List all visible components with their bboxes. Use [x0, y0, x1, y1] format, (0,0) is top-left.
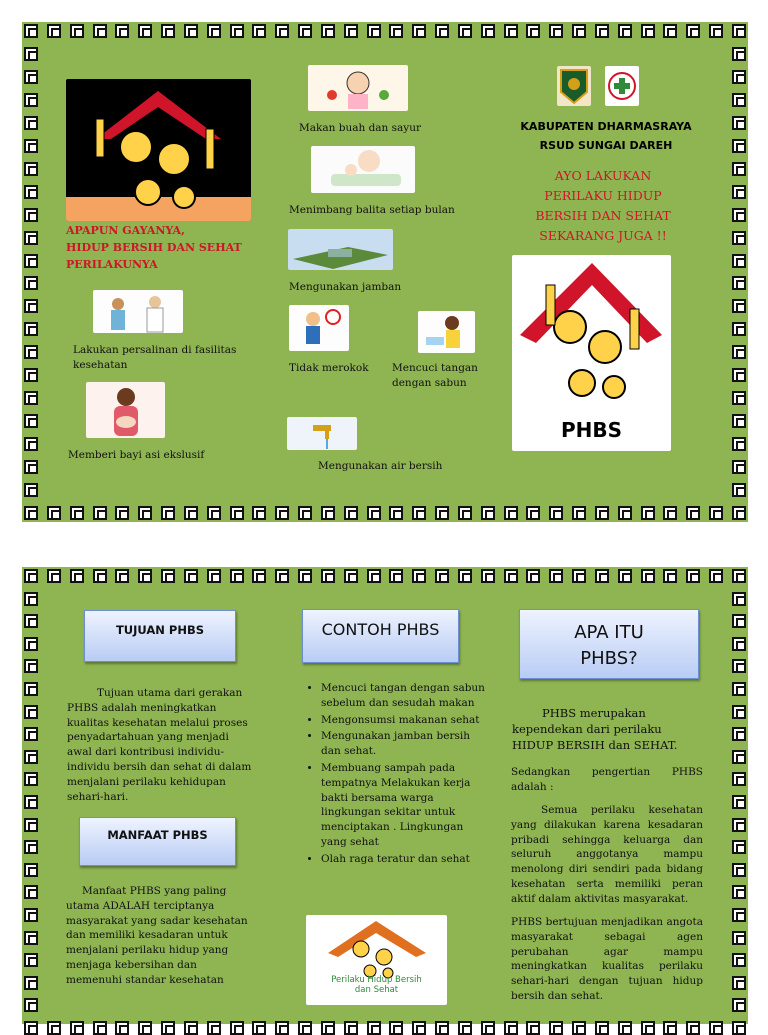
border-tile	[24, 795, 38, 809]
border-tile	[435, 1021, 449, 1035]
border-tile	[344, 1021, 358, 1035]
border-tile	[93, 1021, 107, 1035]
border-tile	[24, 1021, 38, 1035]
border-tile	[732, 116, 746, 130]
border-tile	[504, 1021, 518, 1035]
border-tile	[732, 772, 746, 786]
border-tile	[732, 818, 746, 832]
contoh-heading-box	[302, 609, 459, 663]
border-tile	[47, 569, 61, 583]
tujuan-title: TUJUAN PHBS	[115, 623, 205, 637]
border-tile	[93, 569, 107, 583]
border-tile	[732, 208, 746, 222]
contoh-title: CONTOH PHBS	[321, 620, 440, 639]
border-tile	[641, 506, 655, 520]
manfaat-heading-box	[79, 817, 236, 866]
border-tile	[24, 276, 38, 290]
phbs-family-logo-dark	[66, 79, 251, 221]
border-tile	[732, 506, 746, 520]
manfaat-title: MANFAAT PHBS	[107, 828, 208, 842]
border-tile	[367, 569, 381, 583]
border-tile	[275, 1021, 289, 1035]
border-tile	[526, 1021, 540, 1035]
border-tile	[572, 506, 586, 520]
border-tile	[732, 460, 746, 474]
border-tile	[184, 24, 198, 38]
border-tile	[732, 569, 746, 583]
border-tile	[24, 659, 38, 673]
border-tile	[458, 506, 472, 520]
contoh-item: • Mengonsumsi makanan sehat	[321, 713, 485, 728]
border-tile	[732, 998, 746, 1012]
contoh-item: • Membuang sampah pada tempatnya Melakukan kerja bakti bersama warga lingkungan sekitar untuk menciptakan . Lingkungan yang sehat	[321, 761, 485, 850]
border-tile	[732, 391, 746, 405]
border-tile	[435, 24, 449, 38]
border-tile	[481, 24, 495, 38]
border-tile	[686, 506, 700, 520]
contoh-item: • Olah raga teratur dan sehat	[321, 852, 485, 867]
border-tile	[24, 750, 38, 764]
border-tile	[24, 24, 38, 38]
border-tile	[412, 506, 426, 520]
border-tile	[732, 345, 746, 359]
border-tile	[47, 24, 61, 38]
border-tile	[161, 24, 175, 38]
border-tile	[709, 1021, 723, 1035]
border-tile	[686, 569, 700, 583]
border-tile	[732, 368, 746, 382]
border-tile	[275, 506, 289, 520]
border-tile	[47, 1021, 61, 1035]
border-tile	[504, 506, 518, 520]
border-tile	[115, 24, 129, 38]
border-tile	[138, 1021, 152, 1035]
border-tile	[230, 24, 244, 38]
border-tile	[549, 569, 563, 583]
border-tile	[275, 569, 289, 583]
border-tile	[732, 162, 746, 176]
border-tile	[24, 299, 38, 313]
merokok-image	[289, 305, 349, 351]
border-tile	[481, 569, 495, 583]
border-tile	[572, 569, 586, 583]
border-tile	[732, 976, 746, 990]
border-tile	[184, 506, 198, 520]
border-tile	[732, 414, 746, 428]
mencuci-caption: Mencuci tangan dengan sabun	[392, 362, 478, 389]
border-tile	[389, 506, 403, 520]
border-tile	[24, 162, 38, 176]
apa-p3: PHBS bertujuan menjadikan angota masyarakat sebagai agen perubahan agar mampu meningkatkan kualitas perilaku sehari-hari dengan tujuan hidup bersih dan sehat.	[511, 916, 703, 1002]
persalinan-caption: Lakukan persalinan di fasilitas kesehatan	[73, 344, 237, 371]
asi-caption: Memberi bayi asi ekslusif	[68, 449, 205, 461]
apa-p1: Sedangkan pengertian PHBS adalah :	[511, 766, 703, 793]
border-tile	[93, 506, 107, 520]
border-tile	[686, 24, 700, 38]
border-tile	[572, 1021, 586, 1035]
border-tile	[24, 254, 38, 268]
border-tile	[663, 506, 677, 520]
border-tile	[115, 506, 129, 520]
border-tile	[709, 506, 723, 520]
left-heading: APAPUN GAYANYA, HIDUP BERSIH DAN SEHAT PERILAKUNYA	[66, 224, 242, 271]
border-tile	[321, 506, 335, 520]
border-tile	[732, 908, 746, 922]
border-tile	[24, 322, 38, 336]
tujuan-text: Tujuan utama dari gerakan PHBS adalah meningkatkan kualitas kesehatan melalui proses penyadartahuan yang menjadi awal dari kontribusi individu-individu bersih dan sehat di dalam menjalani perilaku kehidupan sehari-hari.	[67, 687, 252, 803]
border-tile	[24, 592, 38, 606]
border-tile	[47, 506, 61, 520]
border-tile	[70, 24, 84, 38]
border-tile	[24, 727, 38, 741]
border-tile	[732, 840, 746, 854]
border-tile	[618, 569, 632, 583]
border-tile	[732, 885, 746, 899]
border-tile	[70, 569, 84, 583]
air-caption: Mengunakan air bersih	[318, 460, 443, 472]
border-tile	[298, 1021, 312, 1035]
border-tile	[230, 569, 244, 583]
border-tile	[252, 569, 266, 583]
border-tile	[618, 506, 632, 520]
border-tile	[321, 569, 335, 583]
border-tile	[595, 506, 609, 520]
border-tile	[321, 1021, 335, 1035]
merokok-caption: Tidak merokok	[289, 362, 369, 374]
border-tile	[24, 391, 38, 405]
border-tile	[641, 569, 655, 583]
border-tile	[549, 506, 563, 520]
border-tile	[732, 437, 746, 451]
border-tile	[389, 569, 403, 583]
contoh-list	[305, 681, 485, 869]
border-tile	[618, 24, 632, 38]
border-tile	[24, 208, 38, 222]
buah-caption: Makan buah dan sayur	[299, 122, 422, 134]
border-tile	[389, 1021, 403, 1035]
border-tile	[298, 569, 312, 583]
border-tile	[572, 24, 586, 38]
border-tile	[595, 1021, 609, 1035]
border-tile	[24, 931, 38, 945]
border-tile	[663, 1021, 677, 1035]
border-tile	[367, 1021, 381, 1035]
border-tile	[549, 1021, 563, 1035]
border-tile	[207, 506, 221, 520]
border-tile	[161, 1021, 175, 1035]
border-tile	[138, 506, 152, 520]
border-tile	[161, 506, 175, 520]
border-tile	[24, 483, 38, 497]
border-tile	[24, 345, 38, 359]
border-tile	[344, 506, 358, 520]
border-tile	[24, 953, 38, 967]
border-tile	[732, 931, 746, 945]
contoh-item: • Mengunakan jamban bersih dan sehat.	[321, 729, 485, 759]
border-tile	[389, 24, 403, 38]
border-tile	[184, 1021, 198, 1035]
manfaat-text: Manfaat PHBS yang paling utama ADALAH terciptanya masyarakat yang sadar kesehatan dan memiliki kesadaran untuk menjalani perilaku hidup yang menjaga kebersihan dan memenuhi standar kesehatan	[66, 885, 248, 986]
border-tile	[709, 24, 723, 38]
border-tile	[595, 24, 609, 38]
rsud-emblem	[605, 66, 639, 106]
border-tile	[481, 506, 495, 520]
border-tile	[24, 506, 38, 520]
border-tile	[732, 231, 746, 245]
balita-image	[311, 146, 415, 193]
border-tile	[732, 750, 746, 764]
phbs-small-logo-caption: Perilaku Hidup Bersih dan Sehat	[331, 975, 422, 995]
border-tile	[732, 1021, 746, 1035]
border-tile	[526, 506, 540, 520]
kabupaten-emblem	[557, 66, 591, 106]
border-tile	[275, 24, 289, 38]
border-tile	[70, 1021, 84, 1035]
border-tile	[595, 569, 609, 583]
border-tile	[24, 460, 38, 474]
border-tile	[732, 254, 746, 268]
border-tile	[367, 24, 381, 38]
border-tile	[641, 24, 655, 38]
border-tile	[732, 705, 746, 719]
buah-image	[308, 65, 408, 111]
border-tile	[709, 569, 723, 583]
border-tile	[732, 659, 746, 673]
border-tile	[663, 569, 677, 583]
border-tile	[732, 863, 746, 877]
border-tile	[732, 614, 746, 628]
border-tile	[161, 569, 175, 583]
border-tile	[24, 93, 38, 107]
border-tile	[732, 139, 746, 153]
border-tile	[24, 863, 38, 877]
border-tile	[732, 93, 746, 107]
jamban-image	[288, 229, 393, 270]
apa-intro: PHBS merupakan kependekan dari perilaku HIDUP BERSIH dan SEHAT.	[512, 706, 678, 752]
border-tile	[412, 24, 426, 38]
border-tile	[526, 24, 540, 38]
mencuci-image	[418, 311, 475, 353]
border-tile	[207, 24, 221, 38]
border-tile	[412, 569, 426, 583]
apa-heading-box	[519, 609, 699, 679]
border-tile	[93, 24, 107, 38]
border-tile	[24, 368, 38, 382]
border-tile	[732, 70, 746, 84]
slogan: AYO LAKUKAN PERILAKU HIDUP BERSIH DAN SEHAT SEKARANG JUGA !!	[535, 168, 671, 243]
contoh-item: • Mencuci tangan dengan sabun sebelum dan sesudah makan	[321, 681, 485, 711]
border-tile	[732, 299, 746, 313]
border-tile	[663, 24, 677, 38]
border-tile	[344, 569, 358, 583]
border-tile	[70, 506, 84, 520]
border-tile	[115, 569, 129, 583]
border-tile	[732, 727, 746, 741]
border-tile	[732, 682, 746, 696]
border-tile	[618, 1021, 632, 1035]
border-tile	[367, 506, 381, 520]
org-line1: KABUPATEN DHARMASRAYA	[520, 120, 692, 133]
border-tile	[549, 24, 563, 38]
air-image	[287, 417, 357, 450]
border-tile	[24, 437, 38, 451]
phbs-small-logo	[306, 915, 447, 1005]
border-tile	[24, 705, 38, 719]
border-tile	[24, 840, 38, 854]
tujuan-heading-box	[84, 610, 236, 662]
border-tile	[298, 506, 312, 520]
border-tile	[526, 569, 540, 583]
border-tile	[732, 637, 746, 651]
border-tile	[504, 24, 518, 38]
border-tile	[24, 818, 38, 832]
apa-title: APA ITU PHBS?	[574, 622, 644, 669]
border-tile	[207, 569, 221, 583]
border-tile	[321, 24, 335, 38]
border-tile	[458, 569, 472, 583]
border-tile	[24, 772, 38, 786]
asi-image	[86, 382, 165, 438]
apa-p2: Semua perilaku kesehatan yang dilakukan karena kesadaran pribadi sehingga keluarga dan seluruh anggotanya mampu menolong diri sendiri pada bidang kesehatan serta memiliki peran aktif dalam aktivitas masyarakat.	[511, 804, 703, 905]
border-tile	[24, 976, 38, 990]
border-tile	[732, 185, 746, 199]
border-tile	[24, 116, 38, 130]
border-tile	[24, 414, 38, 428]
border-tile	[732, 953, 746, 967]
border-tile	[24, 139, 38, 153]
border-tile	[732, 483, 746, 497]
border-tile	[24, 231, 38, 245]
border-tile	[230, 506, 244, 520]
border-tile	[24, 998, 38, 1012]
border-tile	[252, 1021, 266, 1035]
border-tile	[24, 185, 38, 199]
border-tile	[115, 1021, 129, 1035]
border-tile	[641, 1021, 655, 1035]
border-tile	[481, 1021, 495, 1035]
org-line2: RSUD SUNGAI DAREH	[539, 139, 673, 152]
border-tile	[435, 506, 449, 520]
border-tile	[230, 1021, 244, 1035]
border-tile	[504, 569, 518, 583]
border-tile	[458, 1021, 472, 1035]
border-tile	[24, 70, 38, 84]
border-tile	[435, 569, 449, 583]
border-tile	[298, 24, 312, 38]
border-tile	[24, 908, 38, 922]
jamban-caption: Mengunakan jamban	[289, 281, 402, 293]
border-tile	[24, 885, 38, 899]
border-tile	[24, 682, 38, 696]
border-tile	[732, 592, 746, 606]
border-tile	[412, 1021, 426, 1035]
border-tile	[184, 569, 198, 583]
border-tile	[138, 569, 152, 583]
border-tile	[686, 1021, 700, 1035]
border-tile	[732, 276, 746, 290]
border-tile	[732, 47, 746, 61]
phbs-logo	[512, 255, 671, 451]
border-tile	[458, 24, 472, 38]
border-tile	[24, 47, 38, 61]
border-tile	[732, 24, 746, 38]
balita-caption: Menimbang balita setiap bulan	[289, 204, 455, 216]
border-tile	[252, 24, 266, 38]
border-tile	[732, 322, 746, 336]
border-tile	[252, 506, 266, 520]
border-tile	[24, 637, 38, 651]
border-tile	[207, 1021, 221, 1035]
border-tile	[138, 24, 152, 38]
border-tile	[24, 614, 38, 628]
border-tile	[24, 569, 38, 583]
phbs-logo-text: PHBS	[560, 418, 623, 442]
persalinan-image	[93, 290, 183, 333]
border-tile	[732, 795, 746, 809]
border-tile	[344, 24, 358, 38]
